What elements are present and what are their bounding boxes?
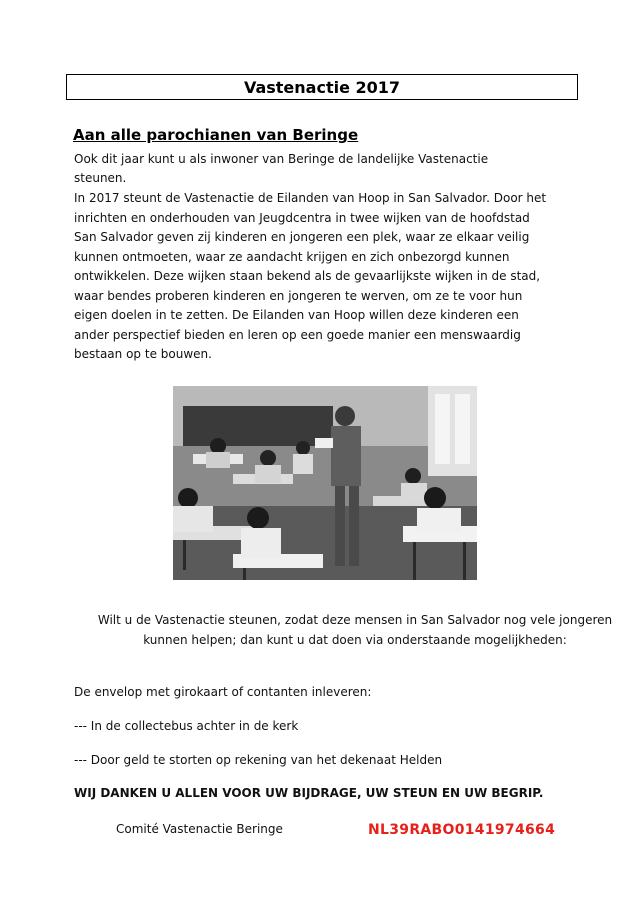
option-collection-box: --- In de collectebus achter in de kerk: [74, 719, 299, 733]
body-paragraph: In 2017 steunt de Vastenactie de Eilanden van Hoop in San Salvador. Door het inrichten en onderhouden van Jeugdcentra in twee wijken van de hoofdstad San Salvador geven zij kinderen en jongeren een plek, waar ze elkaar veilig kunnen ontmoeten, waar ze aandacht krijgen en zich onbezorgd kunnen ontwikkelen. Deze wijken staan bekend als de gevaarlijkste wijken in de stad, waar bendes proberen kinderen en jongeren te werven, om ze te voor hun eigen doelen in te zetten. De Eilanden van Hoop willen deze kinderen een ander perspectief bieden en leren op een goede manier een menswaardig bestaan op te bouwen.: [74, 191, 547, 361]
heading: Aan alle parochianen van Beringe: [73, 126, 359, 144]
appeal-text: Wilt u de Vastenactie steunen, zodat deze mensen in San Salvador nog vele jongeren kunnen helpen; dan kunt u dat doen via onderstaande mogelijkheden:: [97, 613, 613, 647]
iban-number: NL39RABO0141974664: [368, 822, 556, 838]
option-bank-transfer: --- Door geld te storten op rekening van het dekenaat Helden: [74, 753, 443, 767]
envelope-line: De envelop met girokaart of contanten inleveren:: [74, 685, 372, 699]
classroom-photo: [173, 386, 477, 580]
document-title: Vastenactie 2017: [243, 77, 401, 97]
title-box: [66, 74, 578, 100]
committee-signature: Comité Vastenactie Beringe: [116, 822, 283, 836]
intro-text: Ook dit jaar kunt u als inwoner van Beringe de landelijke Vastenactie steunen.: [74, 152, 489, 185]
thanks-line: WIJ DANKEN U ALLEN VOOR UW BIJDRAGE, UW STEUN EN UW BEGRIP.: [74, 786, 544, 800]
